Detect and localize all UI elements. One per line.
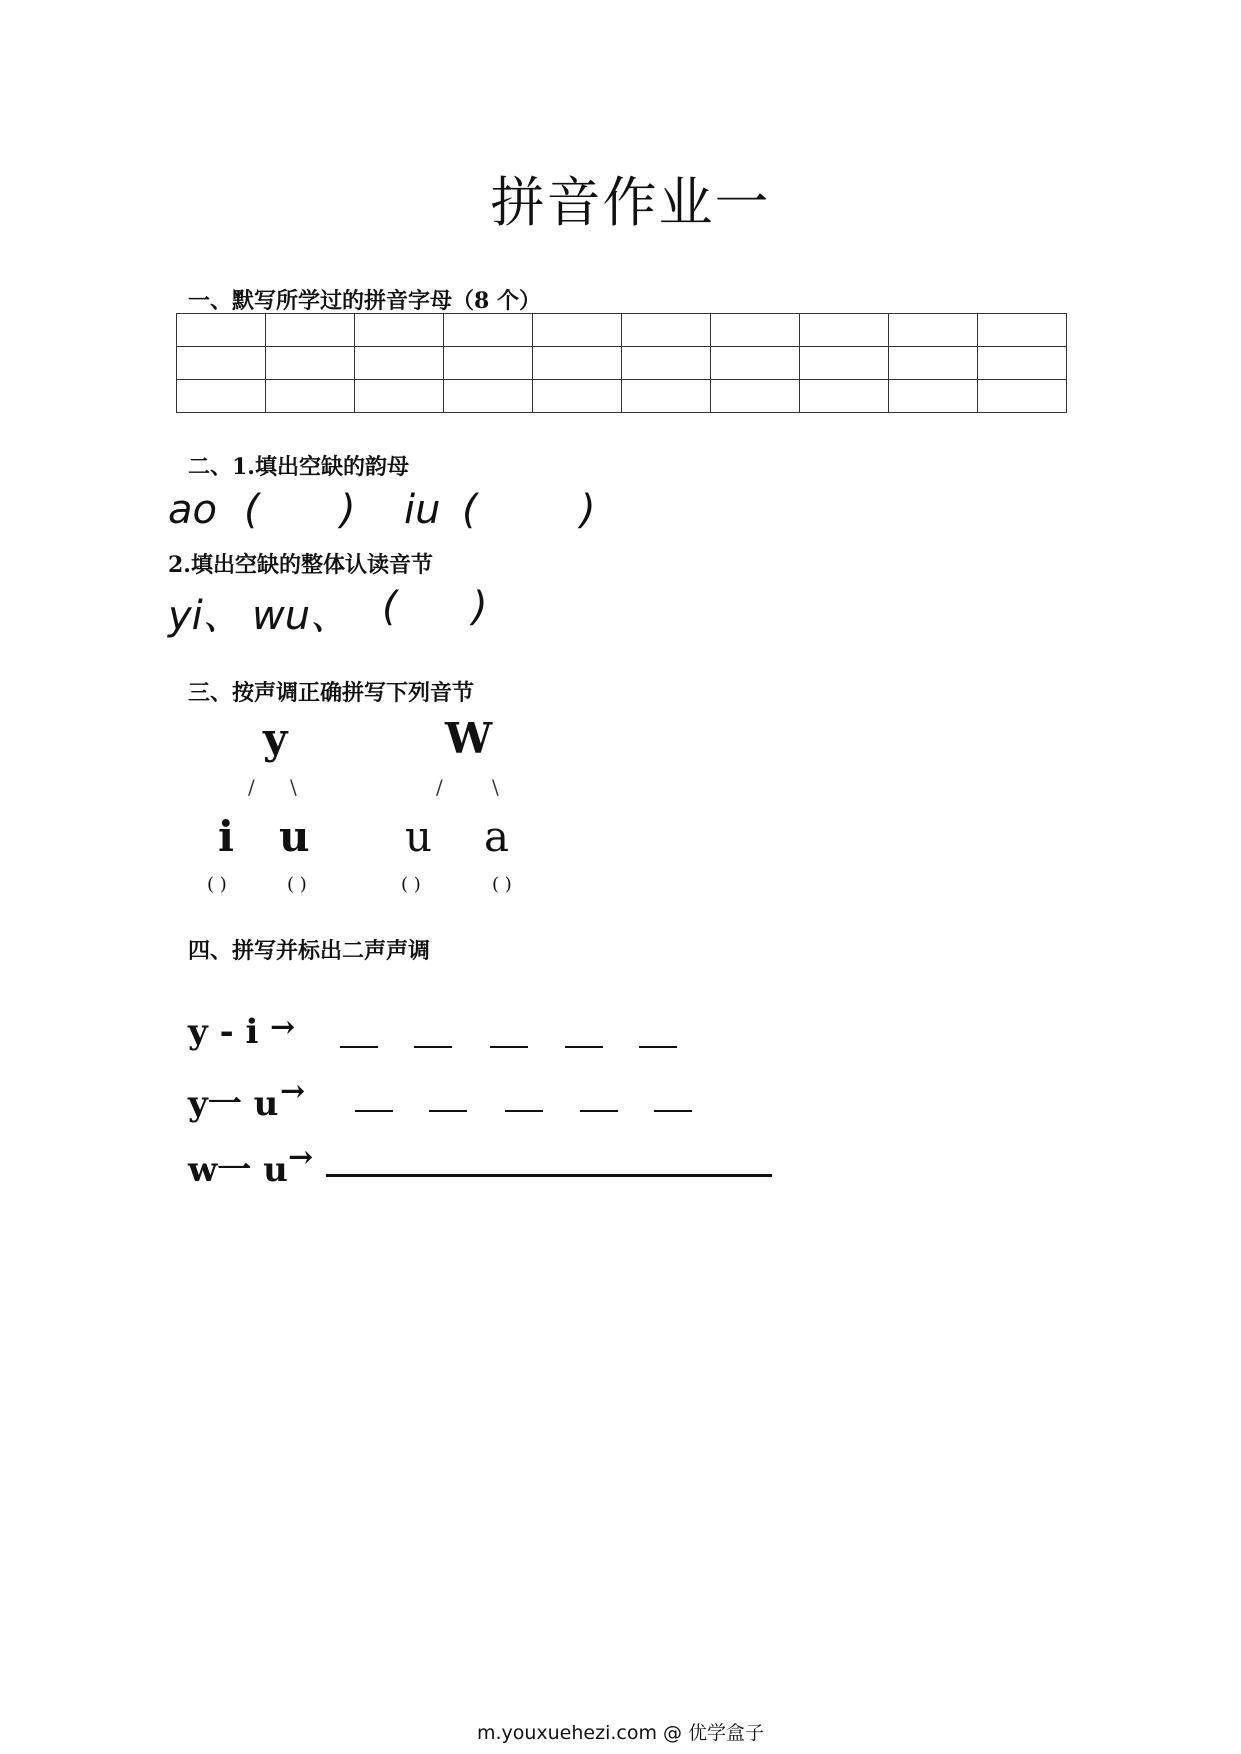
grid-cell [978,314,1067,347]
grid-cell [889,314,978,347]
answer-blank[interactable] [580,1110,618,1112]
section1-heading: 一、默写所学过的拼音字母（8 个） [188,288,541,314]
answer-blank[interactable] [429,1110,467,1112]
group2-right-blank[interactable]: ( ) [492,874,512,895]
footer-watermark: m.youxuehezi.com @ 优学盒子 [476,1722,765,1744]
group1-right-letter: u [279,812,310,861]
grid-cell [889,380,978,413]
grid-cell [889,347,978,380]
section2-heading1: 二、1.填出空缺的韵母 [188,454,409,480]
grid-cell [711,380,800,413]
grid-cell [177,380,266,413]
grid-cell [978,347,1067,380]
group2-left-slash: / [436,775,443,799]
grid-cell [355,380,444,413]
section3-heading: 三、按声调正确拼写下列音节 [188,680,475,706]
answer-blank[interactable] [639,1046,677,1048]
grid-cell [800,380,889,413]
answer-blank[interactable] [340,1046,378,1048]
answer-blank[interactable] [414,1046,452,1048]
group1-left-blank[interactable]: ( ) [207,874,227,895]
syllable-item-wu: wu、 [252,593,351,639]
answer-blank[interactable] [505,1110,543,1112]
answer-long-line[interactable] [326,1174,772,1177]
vowel-open-paren-1: ( [244,487,260,533]
grid-cell [622,347,711,380]
section2-heading2: 2.填出空缺的整体认读音节 [168,552,433,578]
spell-row-3-label: w一 u [188,1150,288,1190]
group2-left-blank[interactable]: ( ) [401,874,421,895]
vowel-close-paren-2: ) [580,487,596,533]
grid-cell [622,380,711,413]
grid-cell [444,314,533,347]
spell-row-2-label: y一 u [188,1084,279,1124]
answer-blank[interactable] [565,1046,603,1048]
arrow-icon: → [280,1074,306,1109]
syllable-item-yi: yi、 [168,593,243,639]
arrow-icon: → [270,1010,296,1045]
grid-cell [266,314,355,347]
group2-right-slash: \ [492,775,499,799]
page-title: 拼音作业一 [490,171,771,234]
answer-blank[interactable] [490,1046,528,1048]
grid-cell [444,347,533,380]
group1-left-slash: / [248,775,255,799]
grid-cell [444,380,533,413]
grid-row [177,314,1067,347]
grid-cell [533,314,622,347]
group2-left-letter: u [405,812,433,861]
grid-cell [978,380,1067,413]
arrow-icon: → [288,1140,314,1175]
group2-top-letter: W [445,714,493,763]
grid-cell [711,347,800,380]
vowel-open-paren-2: ( [462,487,478,533]
vowel-close-paren-1: ) [340,487,356,533]
answer-blank[interactable] [355,1110,393,1112]
grid-cell [711,314,800,347]
grid-row [177,347,1067,380]
grid-cell [177,314,266,347]
grid-cell [533,380,622,413]
vowel-item-iu: iu [404,487,441,533]
writing-grid[interactable] [176,313,1067,413]
syllable-close-paren: ) [472,584,488,630]
grid-cell [355,347,444,380]
spell-row-1-label: y - i [188,1012,259,1052]
grid-cell [355,314,444,347]
syllable-open-paren: ( [382,584,398,630]
grid-cell [266,347,355,380]
grid-cell [800,314,889,347]
group1-right-blank[interactable]: ( ) [287,874,307,895]
group1-top-letter: y [263,714,288,763]
grid-cell [622,314,711,347]
grid-cell [177,347,266,380]
group1-right-slash: \ [290,775,297,799]
vowel-item-ao: ao [168,487,217,533]
grid-cell [533,347,622,380]
grid-cell [266,380,355,413]
section4-heading: 四、拼写并标出二声声调 [188,938,431,964]
group1-left-letter: i [218,812,234,861]
answer-blank[interactable] [654,1110,692,1112]
grid-row [177,380,1067,413]
grid-cell [800,347,889,380]
group2-right-letter: a [484,812,510,861]
